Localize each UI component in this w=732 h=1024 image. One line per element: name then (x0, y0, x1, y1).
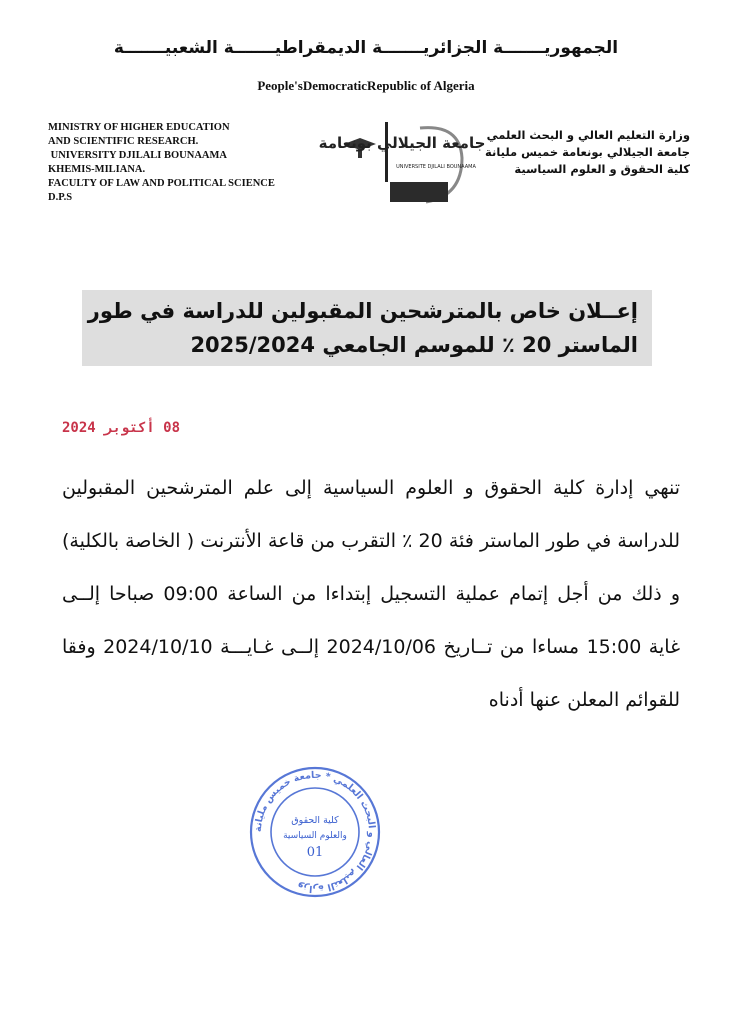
stamp-number: 01 (306, 845, 324, 860)
institution-line: FACULTY OF LAW AND POLITICAL SCIENCE (48, 178, 275, 189)
institution-line: UNIVERSITY DJILALI BOUNAAMA (48, 150, 228, 161)
institution-line: D.P.S (48, 192, 73, 203)
stamp-center-line-1: كلية الحقوق (291, 815, 339, 826)
logo-text-english: UNIVERSITE DJILALI BOUNAAMA (396, 164, 476, 170)
university-logo (318, 118, 486, 210)
logo-text-arabic: جامعة الجيلالي بونعامة (318, 134, 486, 152)
institution-line: وزارة التعليم العالي و البحث العلمي (486, 128, 690, 142)
institution-line: جامعة الجيلالي بونعامة خميس مليانة (485, 145, 690, 159)
country-name-english: People'sDemocraticRepublic of Algeria (257, 78, 475, 93)
institution-arabic (460, 127, 690, 178)
date-stamp: 08 أكتوبر 2024 (62, 420, 181, 436)
stamp-center-line-2: والعلوم السياسية (283, 831, 347, 841)
institution-line: AND SCIENTIFIC RESEARCH. (48, 136, 199, 147)
institution-line: KHEMIS-MILIANA. (48, 164, 146, 175)
stamp-ring-text: وزارة التعليم العالي و البحث العلمي * جامعة خميس مليانة (252, 769, 378, 895)
institution-line: MINISTRY OF HIGHER EDUCATION (48, 122, 230, 133)
official-stamp (245, 765, 385, 900)
country-name-arabic: الجمهوريـــــــة الجزائريـــــــة الديمقراطيـــــــة الشعبيـــــــة (113, 38, 619, 58)
institution-english (48, 121, 308, 205)
title-line-2: الماستر 20 ٪ للموسم الجامعي 2025/2024 (190, 333, 638, 357)
institution-line: كلية الحقوق و العلوم السياسية (514, 162, 690, 176)
body-paragraph: تنهي إدارة كلية الحقوق و العلوم السياسية إلى علم المترشحين المقبولين للدراسة في طور الماستر فئة 20 ٪ التقرب من قاعة الأنترنت ( الخاصة بالكلية) و ذلك من أجل إتمام عملية التسجيل إبتداءا من الساعة 09:00 صباحا إلــى غاية 15:00 مساءا من تــاريخ 2024/10/06 إلــى غـايـــة 2024/10/10 وفقا للقوائم المعلن عنها أدناه (62, 477, 680, 711)
announcement-title (82, 290, 652, 366)
title-line-1: إعــلان خاص بالمترشحين المقبولين للدراسة في طور (87, 299, 638, 323)
announcement-body (62, 462, 680, 727)
